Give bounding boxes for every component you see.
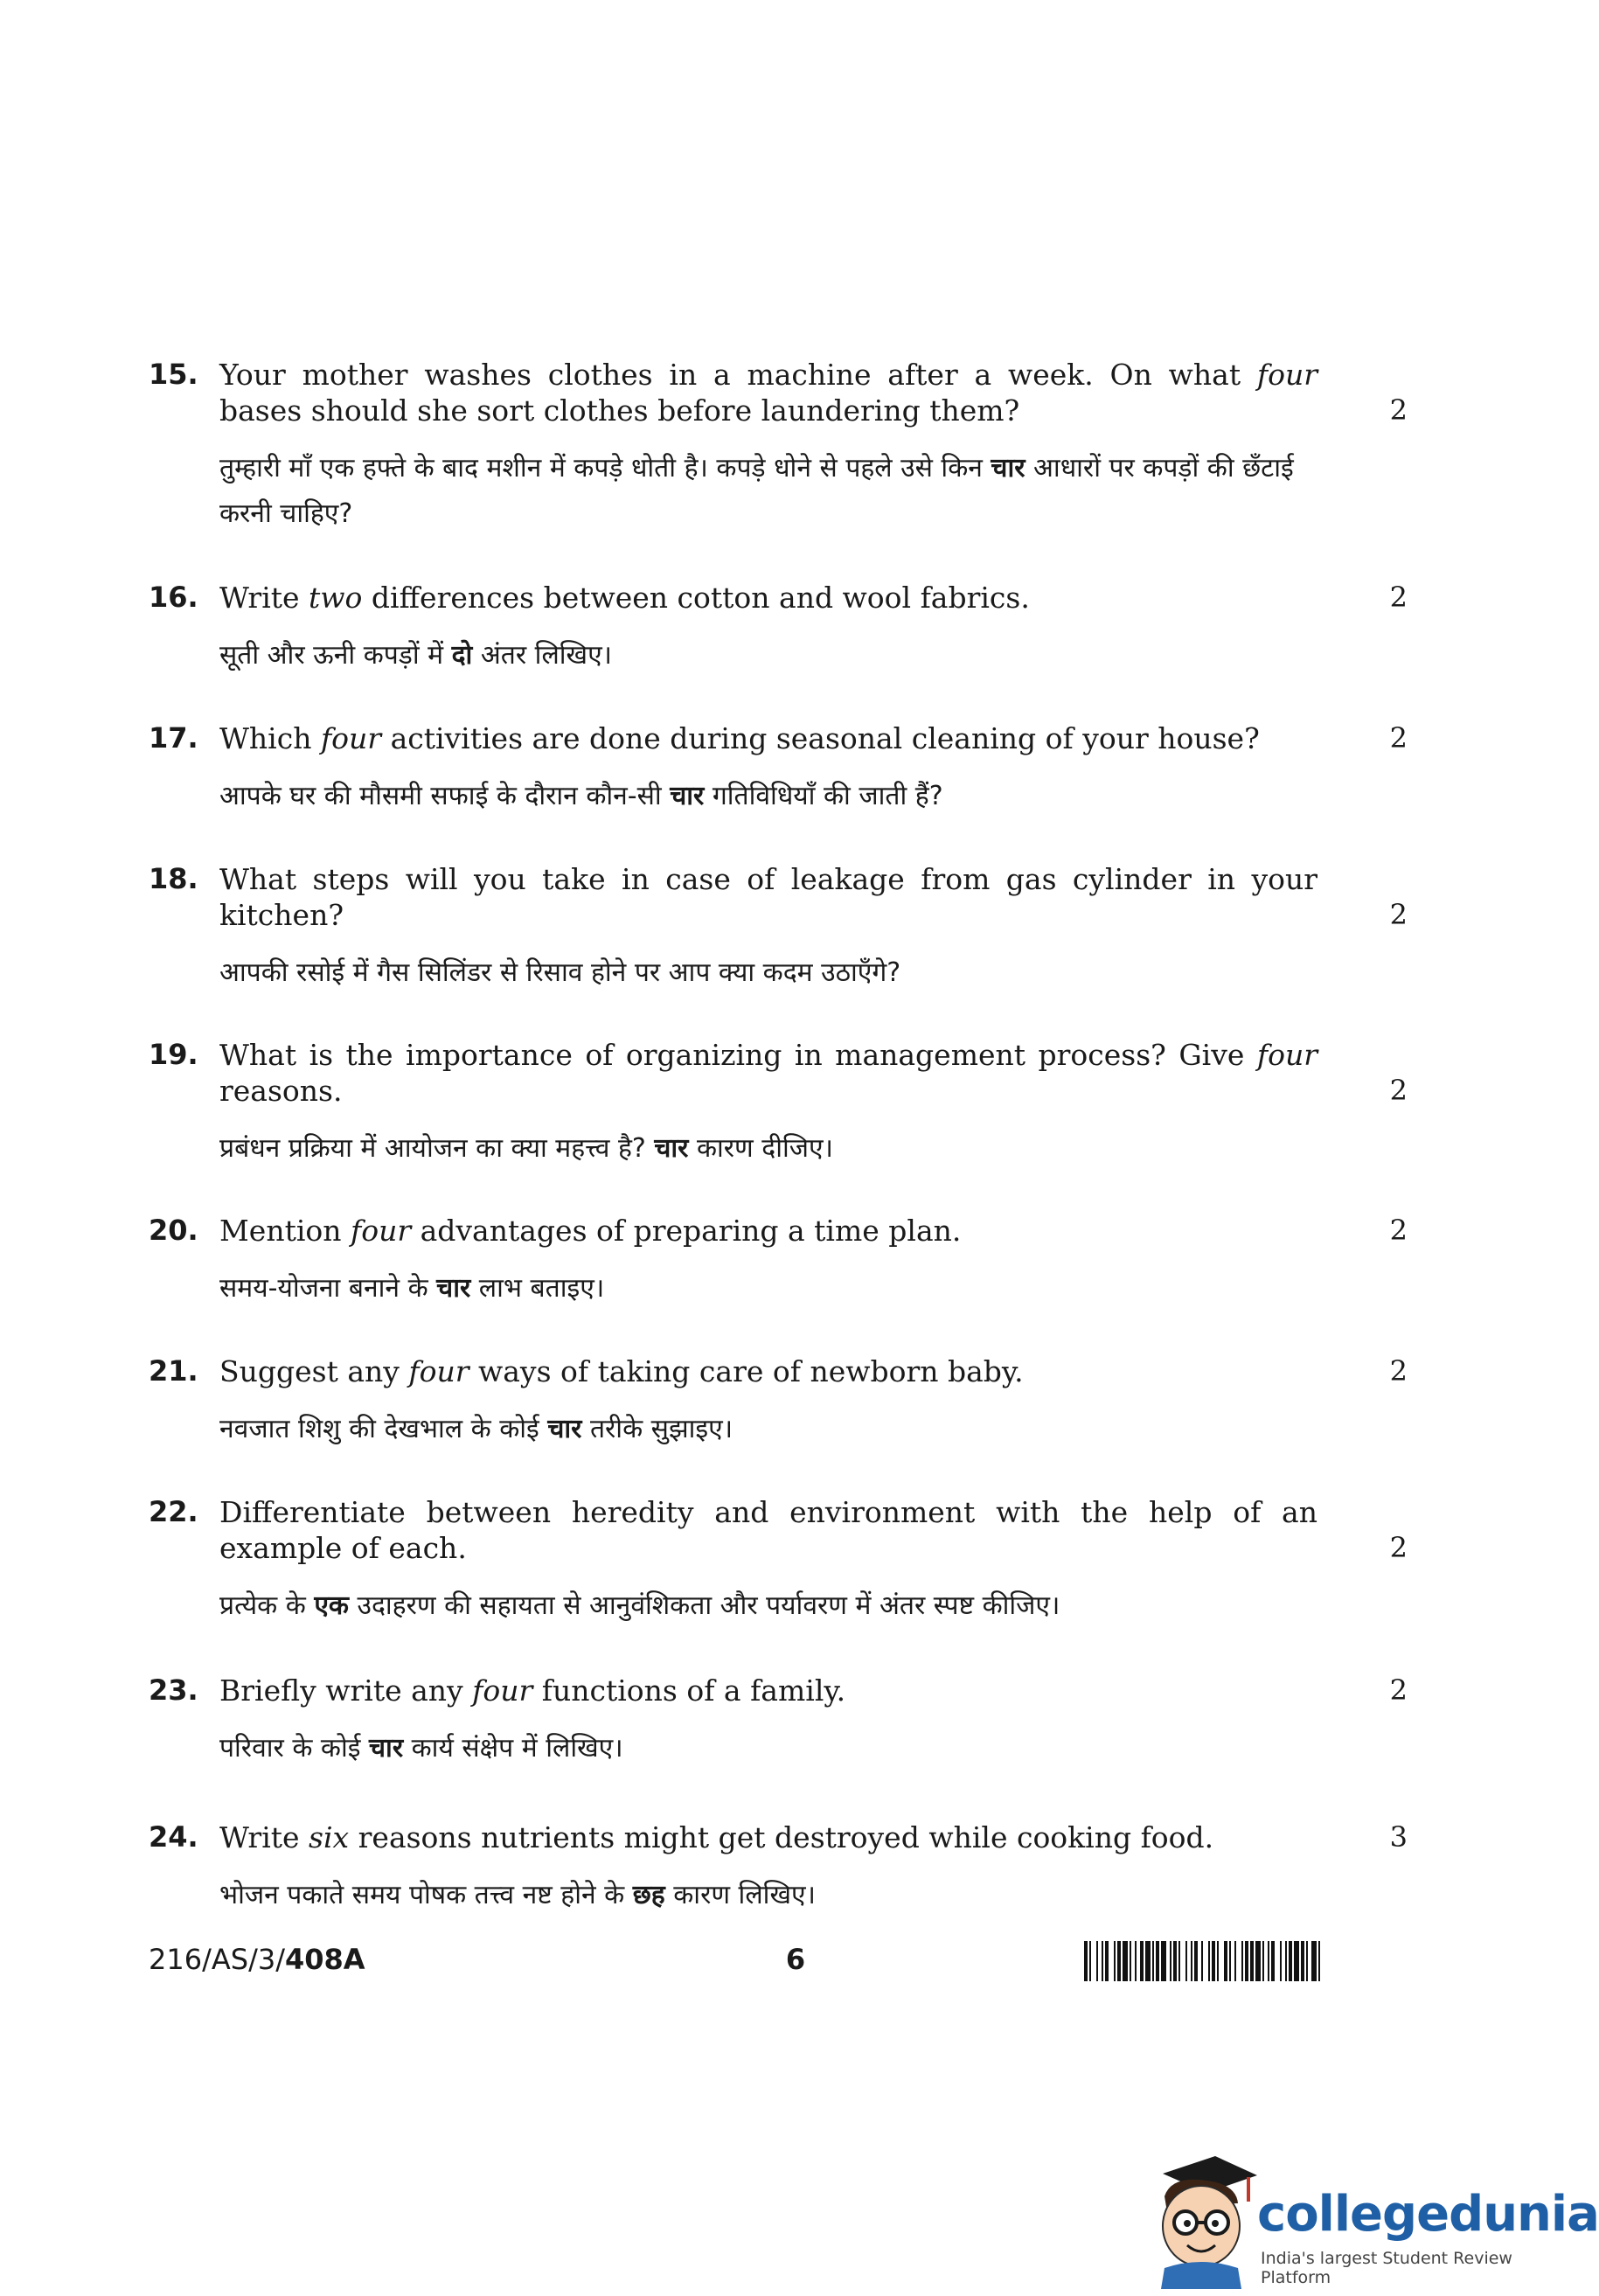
question-number: 23. (149, 1673, 198, 1707)
marks: 2 (1389, 1074, 1408, 1107)
student-mascot-icon (1145, 2140, 1259, 2289)
question-hindi: परिवार के कोई चार कार्य संक्षेप में लिखिए। (219, 1733, 623, 1764)
question-20 (149, 1213, 1408, 1312)
question-number: 15. (149, 358, 198, 391)
question-english (149, 1819, 1408, 1855)
question-number: 24. (149, 1820, 198, 1854)
question-22 (149, 1494, 1408, 1629)
question-english (149, 861, 1408, 933)
marks: 3 (1389, 1820, 1408, 1854)
question-17 (149, 720, 1408, 819)
question-text: What is the importance of organizing in management process? Give four reasons. (219, 1038, 1317, 1108)
paper-code: 216/AS/3/408A (149, 1943, 365, 1976)
question-number: 22. (149, 1495, 198, 1528)
question-23 (149, 1673, 1408, 1771)
question-24 (149, 1819, 1408, 1918)
question-text: Briefly write any four functions of a family. (219, 1673, 846, 1708)
question-english (149, 720, 1408, 756)
marks: 2 (1389, 1531, 1408, 1564)
marks: 2 (1389, 721, 1408, 755)
question-text: Write two differences between cotton and wool fabrics. (219, 581, 1030, 615)
question-hindi: आपकी रसोई में गैस सिलिंडर से रिसाव होने पर आप क्या कदम उठाएँगे? (219, 957, 901, 988)
marks: 2 (1389, 1214, 1408, 1247)
page-number: 6 (785, 1943, 806, 1976)
question-hindi: आपके घर की मौसमी सफाई के दौरान कौन-सी चार गतिविधियाँ की जाती हैं? (219, 781, 943, 811)
question-hindi: तुम्हारी माँ एक हफ्ते के बाद मशीन में कपड़े धोती है। कपड़े धोने से पहले उसे किन चार आधारों पर कपड़ों की छँटाई करनी चाहिए? (219, 453, 1294, 529)
question-number: 19. (149, 1038, 198, 1071)
question-english (149, 1353, 1408, 1389)
question-text: Mention four advantages of preparing a time plan. (219, 1214, 962, 1248)
question-english (149, 357, 1408, 428)
question-english (149, 1494, 1408, 1566)
question-16 (149, 580, 1408, 678)
brand-tagline: India's largest Student Review Platform (1261, 2249, 1512, 2287)
brand-watermark (1145, 2140, 1599, 2289)
brand-name: collegedunia (1257, 2186, 1599, 2243)
page-footer (149, 1943, 1408, 1981)
question-number: 21. (149, 1354, 198, 1388)
question-hindi: भोजन पकाते समय पोषक तत्त्व नष्ट होने के छह कारण लिखिए। (219, 1880, 816, 1910)
question-english (149, 1037, 1408, 1109)
marks: 2 (1389, 1673, 1408, 1707)
marks: 2 (1389, 393, 1408, 427)
question-18 (149, 861, 1408, 996)
question-text: Suggest any four ways of taking care of newborn baby. (219, 1354, 1024, 1388)
question-english (149, 1673, 1408, 1708)
question-english (149, 580, 1408, 616)
marks: 2 (1389, 898, 1408, 931)
question-number: 18. (149, 862, 198, 895)
question-hindi: सूती और ऊनी कपड़ों में दो अंतर लिखिए। (219, 640, 613, 671)
question-number: 16. (149, 581, 198, 614)
question-text: Your mother washes clothes in a machine after a week. On what four bases should she sort clothes before laundering them? (219, 358, 1317, 428)
marks: 2 (1389, 581, 1408, 614)
question-text: What steps will you take in case of leakage from gas cylinder in your kitchen? (219, 862, 1317, 932)
question-19 (149, 1037, 1408, 1172)
question-21 (149, 1353, 1408, 1452)
question-text: Differentiate between heredity and environment with the help of an example of each. (219, 1495, 1317, 1565)
question-text: Which four activities are done during seasonal cleaning of your house? (219, 721, 1260, 755)
question-number: 20. (149, 1214, 198, 1247)
question-number: 17. (149, 721, 198, 755)
question-hindi: प्रत्येक के एक उदाहरण की सहायता से आनुवंशिकता और पर्यावरण में अंतर स्पष्ट कीजिए। (219, 1590, 1060, 1621)
question-hindi: प्रबंधन प्रक्रिया में आयोजन का क्या महत्त्व है? चार कारण दीजिए। (219, 1133, 833, 1164)
marks: 2 (1389, 1354, 1408, 1388)
question-hindi: नवजात शिशु की देखभाल के कोई चार तरीके सुझाइए। (219, 1414, 733, 1444)
question-english (149, 1213, 1408, 1249)
question-hindi: समय-योजना बनाने के चार लाभ बताइए। (219, 1273, 605, 1304)
barcode-icon (1084, 1941, 1408, 1981)
question-15 (149, 357, 1408, 537)
question-text: Write six reasons nutrients might get destroyed while cooking food. (219, 1820, 1214, 1854)
